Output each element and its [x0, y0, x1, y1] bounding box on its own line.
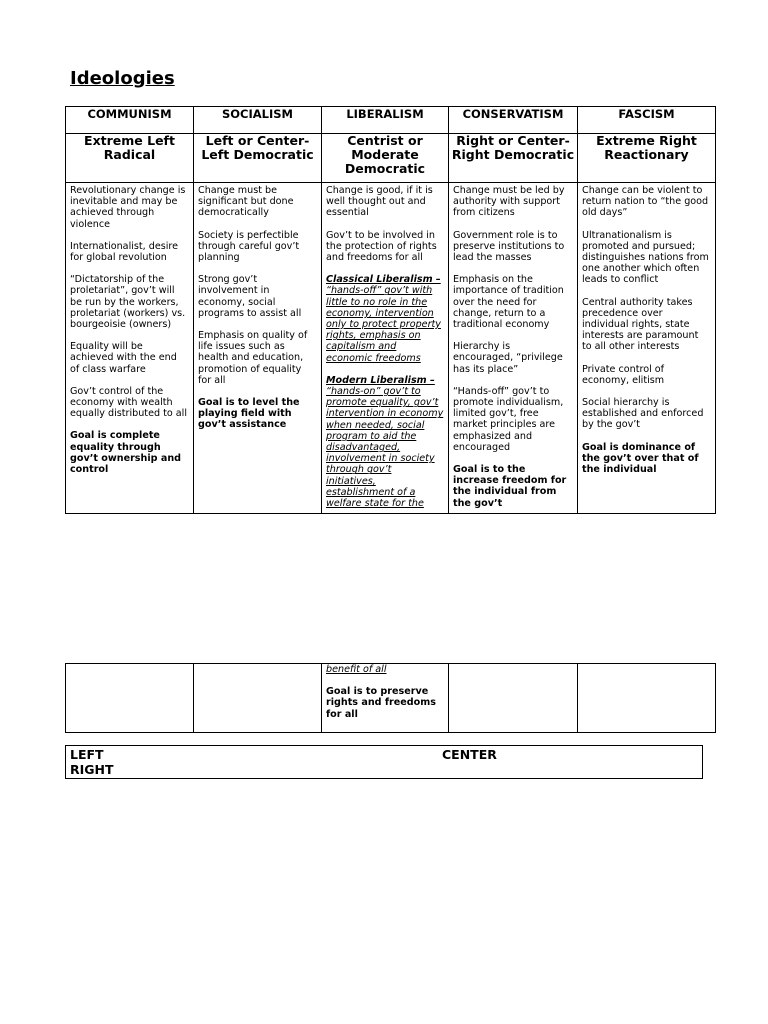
position-fascism — [578, 134, 716, 183]
political-spectrum-box — [65, 745, 703, 779]
continued-communism — [66, 664, 194, 733]
position-communism — [66, 134, 194, 183]
continued-conservatism — [449, 664, 578, 733]
description-paragraph: Emphasis on the importance of tradition over the need for change, return to a traditional economy — [453, 274, 564, 331]
description-paragraph: Emphasis on quality of life issues such as health and education, promotion of equality for all — [198, 330, 308, 386]
column-name: COMMUNISM — [87, 107, 172, 121]
description-paragraph: Government role is to preserve institutions to lead the masses — [453, 229, 565, 264]
description-paragraph: Change can be violent to return nation to “the good old days” — [582, 185, 709, 219]
column-name: SOCIALISM — [221, 107, 293, 121]
description-paragraph: “Dictatorship of the proletariat”, gov’t will be run by the workers, proletariat (workers) vs. bourgeoisie (owners) — [70, 274, 186, 331]
description-socialism — [194, 183, 322, 514]
description-liberalism — [322, 183, 449, 514]
classical-liberalism-heading: Classical Liberalism – — [326, 274, 441, 286]
description-paragraph: Central authority takes precedence over individual rights, state interests are paramount to all other interests — [582, 296, 699, 353]
position-conservatism — [449, 134, 578, 183]
modern-liberalism-heading: Modern Liberalism – — [326, 374, 435, 386]
position-line: Left or Center- — [205, 133, 310, 148]
spectrum-left-label: LEFT — [70, 747, 104, 762]
position-line: Extreme Left — [84, 133, 175, 148]
continued-liberalism — [322, 664, 449, 733]
position-line: Reactionary — [604, 147, 689, 162]
description-paragraph: Internationalist, desire for global revolution — [70, 240, 179, 264]
position-line: Right or Center- — [456, 133, 570, 148]
goal-statement: Goal is complete equality through gov’t ownership and control — [70, 430, 182, 476]
position-liberalism — [322, 134, 449, 183]
column-header-row — [66, 107, 716, 134]
description-paragraph: Change must be led by authority with support from citizens — [453, 185, 565, 219]
column-name: FASCISM — [618, 107, 675, 121]
continued-row — [66, 664, 716, 733]
description-paragraph: Ultranationalism is promoted and pursued; distinguishes nations from one another which often leads to conflict — [582, 229, 709, 286]
description-paragraph: Gov’t to be involved in the protection of rights and freedoms for all — [326, 229, 437, 264]
description-paragraph: Gov’t control of the economy with wealth equally distributed to all — [70, 385, 187, 420]
description-row — [66, 183, 716, 514]
continued-fascism — [578, 664, 716, 733]
position-line: Moderate — [351, 147, 419, 162]
continued-table — [65, 663, 716, 733]
description-paragraph: Private control of economy, elitism — [582, 363, 665, 386]
modern-liberalism — [326, 375, 444, 509]
header-conservatism — [449, 107, 578, 134]
position-socialism — [194, 134, 322, 183]
classical-liberalism — [326, 274, 444, 364]
description-fascism — [578, 183, 716, 514]
spectrum-right-label: RIGHT — [70, 762, 114, 777]
modern-liberalism-continued: benefit of all — [326, 664, 387, 675]
goal-statement: Goal is to preserve rights and freedoms for all — [326, 686, 436, 720]
description-paragraph: Hierarchy is encouraged, “privilege has its place” — [453, 341, 563, 375]
header-communism — [66, 107, 194, 134]
description-paragraph: Social hierarchy is established and enforced by the gov’t — [582, 397, 704, 431]
modern-liberalism-text: “hands-on” gov’t to promote equality, gov’t intervention in economy when needed, social program to aid the disadvantaged, involvement in society through gov’t initiatives, establishment of a welfare state for the — [326, 386, 444, 510]
column-name: CONSERVATISM — [462, 107, 564, 121]
spectrum-center-label: CENTER — [442, 747, 497, 762]
position-line: Centrist or — [347, 133, 423, 148]
header-socialism — [194, 107, 322, 134]
ideologies-table — [65, 106, 716, 514]
description-communism — [66, 183, 194, 514]
description-conservatism — [449, 183, 578, 514]
header-fascism — [578, 107, 716, 134]
position-row — [66, 134, 716, 183]
position-line: Extreme Right — [596, 133, 697, 148]
description-paragraph: Equality will be achieved with the end of class warfare — [70, 341, 177, 375]
position-line: Democratic — [344, 161, 426, 176]
page-title: Ideologies — [70, 68, 175, 89]
description-paragraph: Society is perfectible through careful gov’t planning — [198, 229, 300, 264]
position-line: Left Democratic — [201, 147, 314, 162]
description-paragraph: Change must be significant but done democratically — [198, 185, 294, 219]
position-line: Right Democratic — [451, 147, 575, 162]
header-liberalism — [322, 107, 449, 134]
goal-statement: Goal is to level the playing field with gov’t assistance — [198, 397, 300, 431]
description-paragraph: Change is good, if it is well thought out and essential — [326, 185, 433, 219]
description-paragraph: Strong gov’t involvement in economy, social programs to assist all — [198, 274, 302, 319]
position-line: Radical — [103, 147, 156, 162]
goal-statement: Goal is dominance of the gov’t over that of the individual — [582, 441, 699, 476]
continued-socialism — [194, 664, 322, 733]
description-paragraph: Revolutionary change is inevitable and may be achieved through violence — [70, 185, 186, 230]
classical-liberalism-text: “hands-off” gov’t with little to no role in the economy, intervention only to protect property rights, emphasis on capitalism and economic freedoms — [326, 285, 441, 364]
description-paragraph: “Hands-off” gov’t to promote individualism, limited gov’t, free market principles are emphasized and encouraged — [453, 385, 564, 453]
column-name: LIBERALISM — [346, 107, 424, 121]
goal-statement: Goal is to the increase freedom for the individual from the gov’t — [453, 464, 567, 509]
